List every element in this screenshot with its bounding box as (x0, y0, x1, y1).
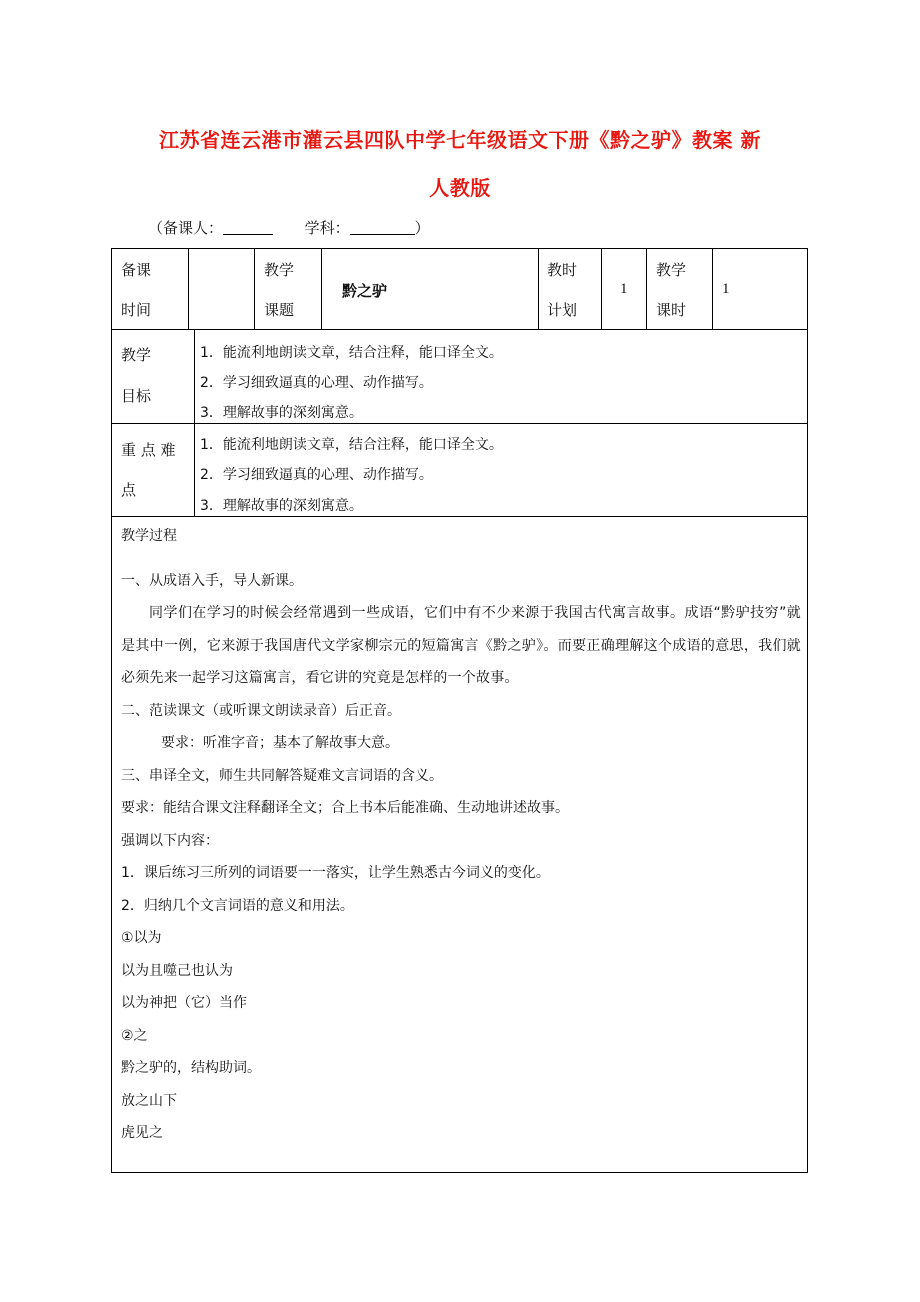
col-divider (188, 248, 189, 330)
emphasis-heading: 强调以下内容： (121, 832, 219, 849)
keypoint-item: 3．理解故事的深刻寓意。 (200, 498, 363, 514)
preparer-blank (223, 220, 273, 235)
keypoints-label-2: 点 (121, 481, 137, 499)
col-divider (712, 248, 713, 330)
document-title-line-2: 人教版 (429, 176, 491, 200)
col-divider (194, 329, 195, 517)
subject-blank (350, 220, 415, 235)
preparer-label: （备课人： (148, 219, 224, 237)
goal-item: 2．学习细致逼真的心理、动作描写。 (200, 375, 433, 391)
col-divider (601, 248, 602, 330)
goal-item: 3．理解故事的深刻寓意。 (200, 405, 363, 421)
word-heading: ②之 (121, 1027, 148, 1044)
col-divider (538, 248, 539, 330)
preparer-info (148, 217, 430, 238)
meta-close: ） (414, 219, 430, 237)
document-title-line-1: 江苏省连云港市灌云县四队中学七年级语文下册《黔之驴》教案 新 (159, 128, 761, 152)
section-heading: 三、串译全文，师生共同解答疑难文言词语的含义。 (121, 767, 443, 784)
keypoint-item: 2．学习细致逼真的心理、动作描写。 (200, 467, 433, 483)
col-divider (254, 248, 255, 330)
col-divider (646, 248, 647, 330)
row-divider-keypoints (111, 516, 808, 517)
word-example: 黔之驴的，结构助词。 (121, 1060, 261, 1076)
prep-time-label-2: 时间 (121, 301, 152, 319)
topic-label-2: 课题 (264, 301, 295, 319)
hours-value: 1 (722, 281, 730, 297)
requirement-text: 要求：能结合课文注释翻译全文；合上书本后能准确、生动地讲述故事。 (121, 800, 569, 816)
hours-label-2: 课时 (656, 301, 687, 319)
process-heading: 教学过程 (121, 528, 177, 544)
hours-label-1: 教学 (656, 261, 687, 279)
word-example: 以为且噬己也认为 (121, 962, 233, 979)
topic-label-1: 教学 (264, 261, 295, 279)
word-example: 以为神把（它）当作 (121, 995, 247, 1011)
section-heading: 一、从成语入手，导人新课。 (121, 572, 303, 589)
plan-value: 1 (620, 281, 628, 297)
teaching-process-section (121, 520, 801, 1150)
prep-time-label-1: 备课 (121, 261, 152, 279)
plan-label-2: 计划 (547, 301, 578, 319)
emphasis-item: 2．归纳几个文言词语的意义和用法。 (121, 897, 354, 914)
plan-label-1: 教时 (547, 261, 578, 279)
keypoints-label-1: 重 点 难 (121, 441, 176, 459)
col-divider (321, 248, 322, 330)
goal-item: 1．能流利地朗读文章，结合注释，能口译全文。 (200, 345, 503, 361)
word-example: 放之山下 (121, 1092, 177, 1109)
lesson-topic-value: 黔之驴 (342, 282, 388, 300)
goals-label-2: 目标 (121, 387, 152, 405)
section-heading: 二、范读课文（或听课文朗读录音）后正音。 (121, 702, 401, 719)
emphasis-item: 1．课后练习三所列的词语要一一落实，让学生熟悉古今词义的变化。 (121, 865, 550, 881)
keypoint-item: 1．能流利地朗读文章，结合注释，能口译全文。 (200, 437, 503, 453)
goals-label-1: 教学 (121, 346, 152, 364)
requirement-text: 要求：听准字音；基本了解故事大意。 (161, 735, 399, 751)
word-heading: ①以为 (121, 930, 162, 946)
word-example: 虎见之 (121, 1125, 163, 1141)
row-divider-goals (111, 423, 808, 424)
row-divider-header (111, 329, 808, 330)
subject-label: 学科： (304, 219, 350, 237)
intro-paragraph: 同学们在学习的时候会经常遇到一些成语，它们中有不少来源于我国古代寓言故事。成语“黔驴技穷”就是其中一例，它来源于我国唐代文学家柳宗元的短篇寓言《黔之驴》。而要正确理解这个成语的意思，我们就必须先来一起学习这篇寓言，看它讲的究竟是怎样的一个故事。 (121, 605, 801, 686)
